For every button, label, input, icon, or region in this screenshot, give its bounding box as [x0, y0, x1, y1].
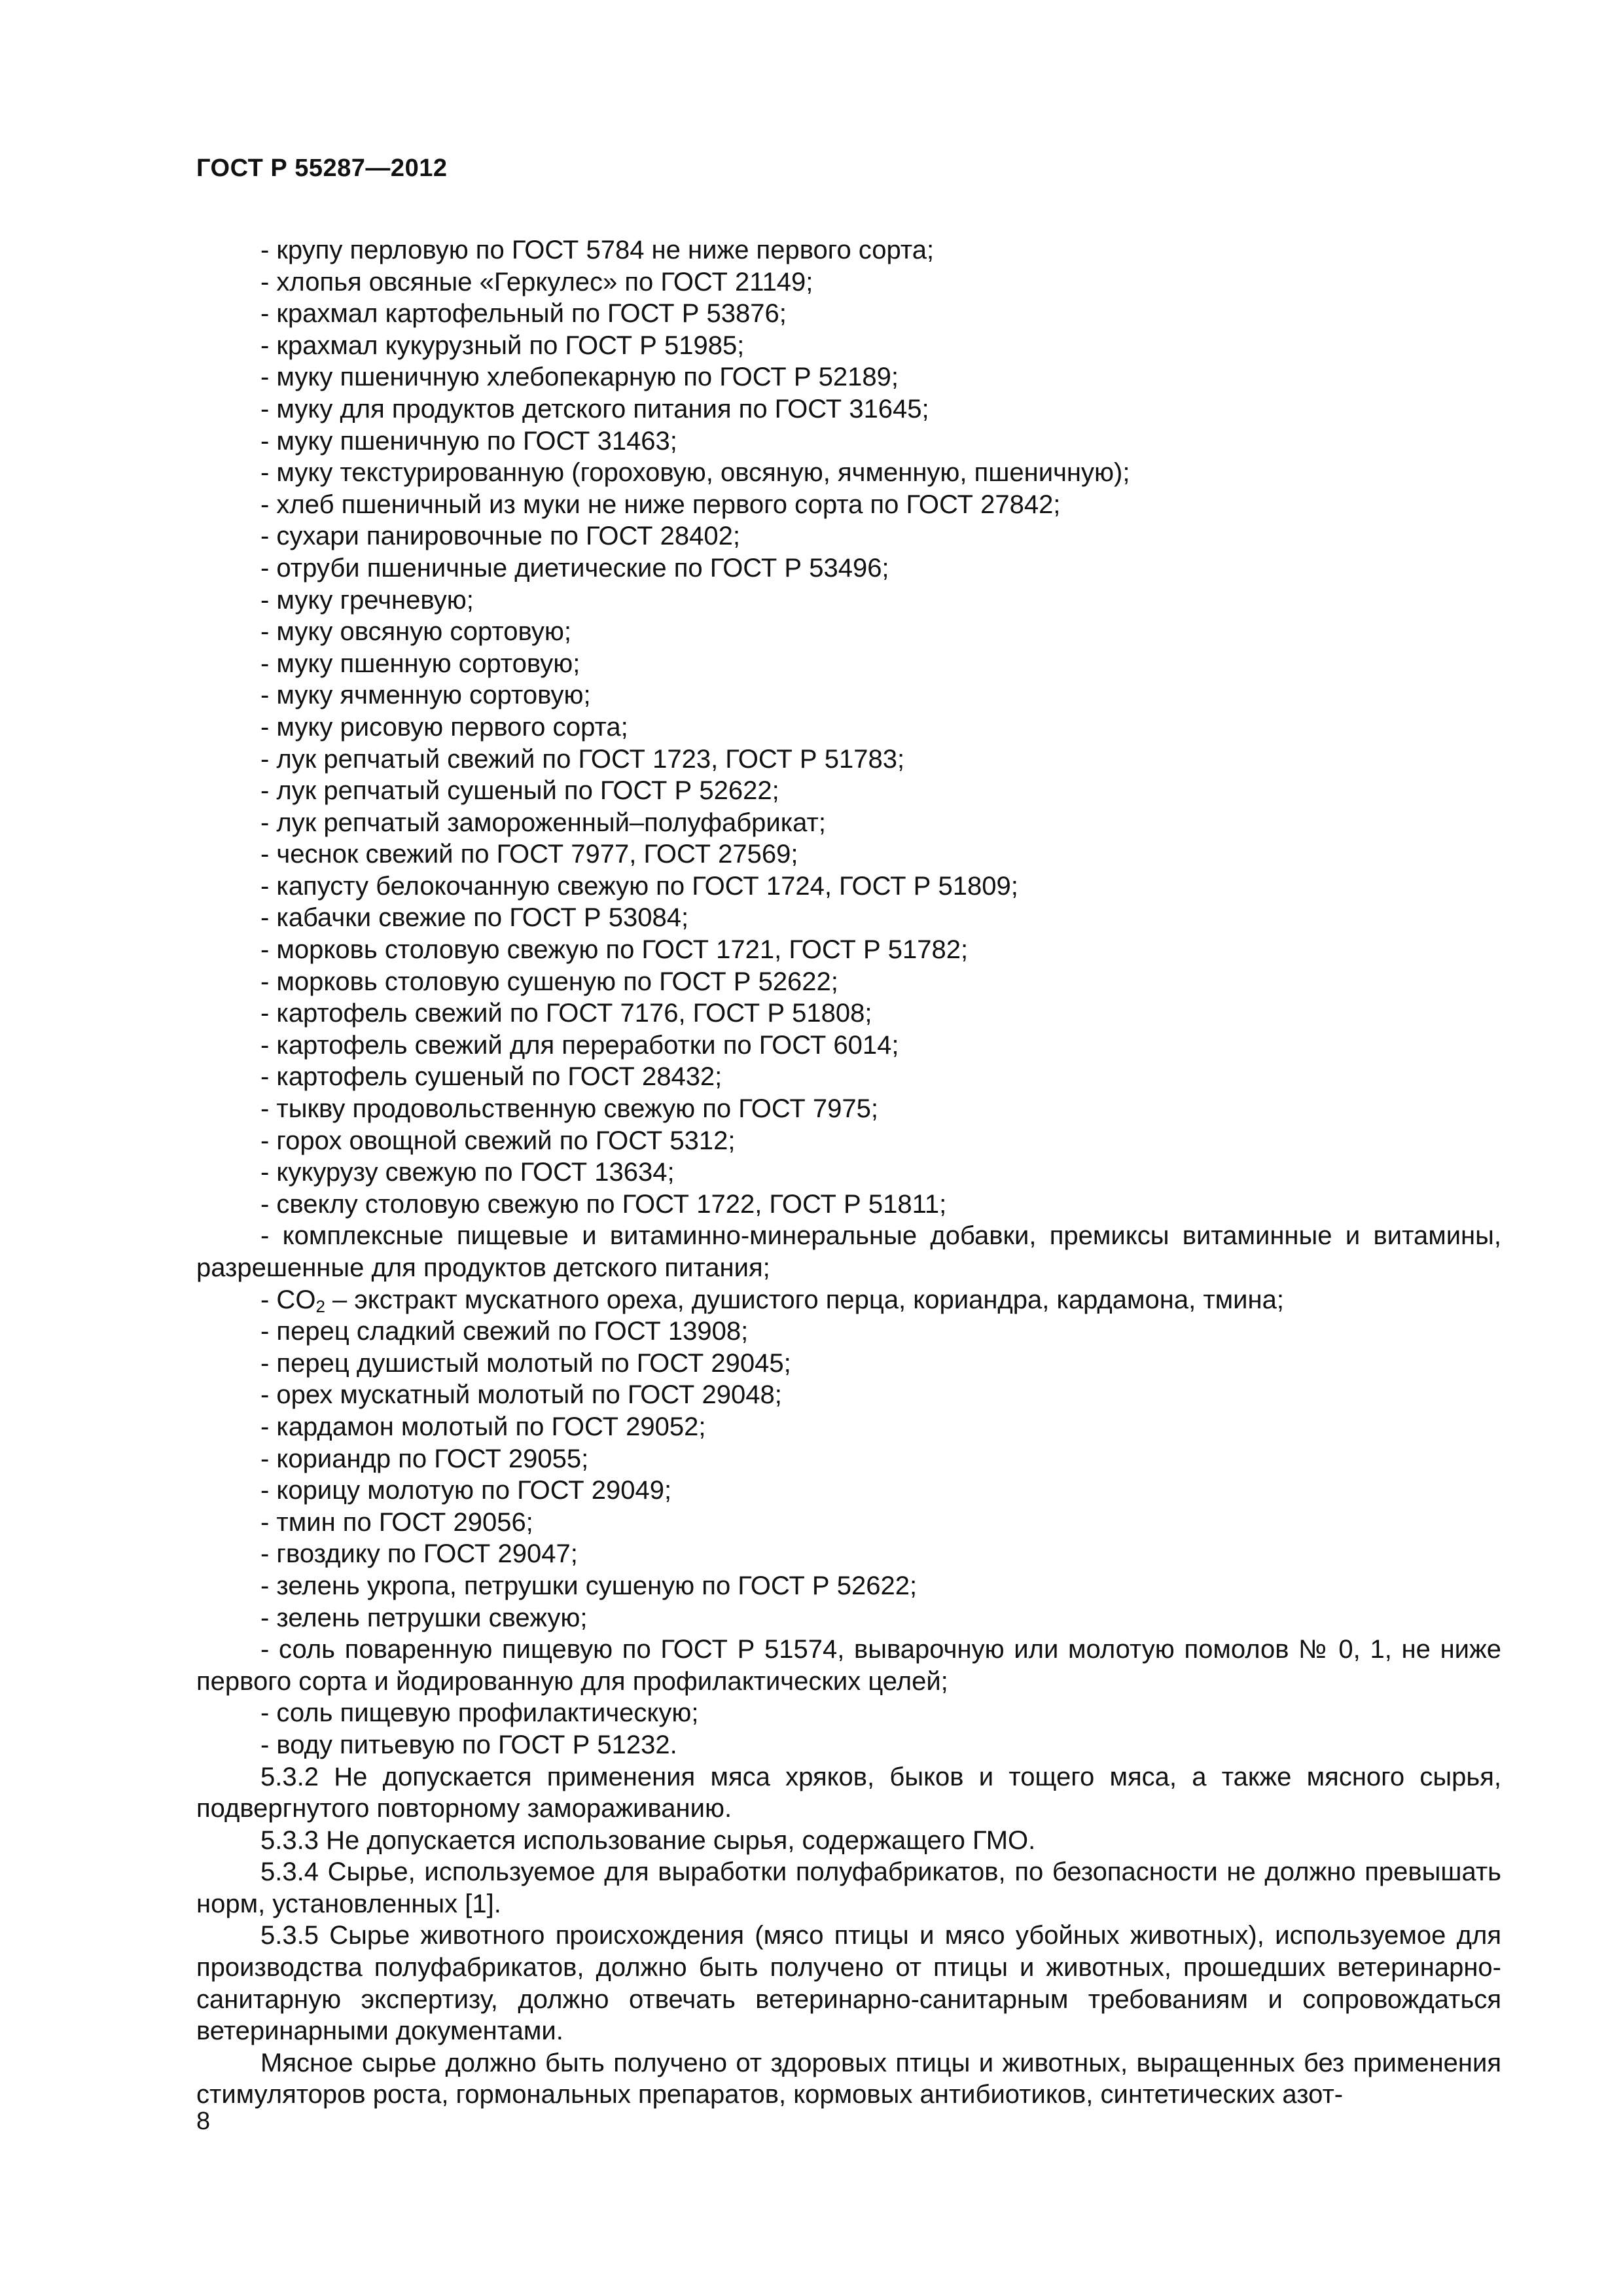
list-item: - муку рисовую первого сорта; — [260, 712, 628, 742]
list-item: - кукурузу свежую по ГОСТ 13634; — [260, 1158, 675, 1187]
co2-extract-item — [196, 1284, 1501, 1316]
list-item: - крупу перловую по ГОСТ 5784 не ниже первого сорта; — [260, 236, 935, 264]
list-item: - перец сладкий свежий по ГОСТ 13908; — [260, 1317, 749, 1346]
clause-5-3-5: 5.3.5 Сырье животного происхождения (мясо птицы и мясо убойных животных), используемое для производства полуфабрикатов, должно быть получено от птицы и животных, прошедших ветеринарно-санитарную экспертизу, должно отвечать ветеринарно-санитарным требованиям и сопровождаться ветеринарными документами. — [196, 1921, 1501, 2046]
list-item: - перец душистый молотый по ГОСТ 29045; — [260, 1348, 791, 1378]
clause-5-3-3: 5.3.3 Не допускается использование сырья, содержащего ГМО. — [260, 1825, 1036, 1855]
list-item: - крахмал кукурузный по ГОСТ Р 51985; — [260, 331, 745, 360]
meat-raw-material-paragraph: Мясное сырье должно быть получено от здоровых птицы и животных, выращенных без применения стимуляторов роста, гормональных препаратов, кормовых антибиотиков, синтетических азот- — [196, 2048, 1501, 2109]
list-item: - морковь столовую свежую по ГОСТ 1721, ГОСТ Р 51782; — [260, 935, 969, 965]
spices-list — [196, 1316, 1501, 1634]
list-item: - хлопья овсяные «Геркулес» по ГОСТ 21149; — [260, 267, 813, 296]
clause-5-3-4: 5.3.4 Сырье, используемое для выработки полуфабрикатов, по безопасности не должно превышать норм, установленных [1]. — [196, 1857, 1501, 1918]
list-item: - картофель свежий по ГОСТ 7176, ГОСТ Р 51808; — [260, 999, 872, 1028]
list-item: - соль пищевую профилактическую; — [260, 1698, 699, 1728]
page-number: 8 — [196, 2108, 211, 2135]
list-item: - картофель свежий для переработки по ГОСТ 6014; — [260, 1030, 899, 1060]
ingredients-list — [196, 234, 1501, 1220]
list-item: - отруби пшеничные диетические по ГОСТ Р 53496; — [260, 553, 889, 583]
list-item: - кориандр по ГОСТ 29055; — [260, 1444, 589, 1473]
list-item: - кабачки свежие по ГОСТ Р 53084; — [260, 903, 689, 933]
co2-prefix: - CO — [260, 1285, 316, 1314]
list-item: - муку пшеничную по ГОСТ 31463; — [260, 426, 677, 456]
list-item: - муку пшенную сортовую; — [260, 649, 580, 678]
list-item: - корицу молотую по ГОСТ 29049; — [260, 1476, 672, 1505]
list-item: - муку ячменную сортовую; — [260, 681, 591, 710]
list-item: - картофель сушеный по ГОСТ 28432; — [260, 1062, 722, 1092]
list-item: - лук репчатый сушеный по ГОСТ Р 52622; — [260, 776, 779, 806]
document-body — [196, 234, 1501, 2111]
list-item: - чеснок свежий по ГОСТ 7977, ГОСТ 27569; — [260, 840, 798, 869]
clause-5-3-2: 5.3.2 Не допускается применения мяса хряков, быков и тощего мяса, а также мясного сырья, подвергнутого повторному замораживанию. — [196, 1762, 1501, 1823]
list-item: - зелень петрушки свежую; — [260, 1603, 588, 1632]
additives-paragraph: - комплексные пищевые и витаминно-минеральные добавки, премиксы витаминные и витамины, разрешенные для продуктов детского питания; — [196, 1221, 1501, 1282]
list-item: - тыкву продовольственную свежую по ГОСТ 7975; — [260, 1094, 879, 1124]
list-item: - лук репчатый замороженный–полуфабрикат; — [260, 808, 826, 837]
list-item: - горох овощной свежий по ГОСТ 5312; — [260, 1126, 736, 1155]
list-item: - кардамон молотый по ГОСТ 29052; — [260, 1412, 706, 1441]
list-item: - муку пшеничную хлебопекарную по ГОСТ Р 52189; — [260, 363, 899, 392]
salt-paragraph: - соль поваренную пищевую по ГОСТ Р 51574, выварочную или молотую помолов № 0, 1, не ниже первого сорта и йодированную для профилактических целей; — [196, 1635, 1501, 1696]
list-item: - лук репчатый свежий по ГОСТ 1723, ГОСТ Р 51783; — [260, 744, 905, 774]
list-item: - гвоздику по ГОСТ 29047; — [260, 1539, 578, 1569]
list-item: - крахмал картофельный по ГОСТ Р 53876; — [260, 299, 787, 329]
co2-subscript: 2 — [315, 1296, 325, 1316]
list-item: - сухари панировочные по ГОСТ 28402; — [260, 522, 740, 551]
list-item: - муку для продуктов детского питания по ГОСТ 31645; — [260, 394, 929, 423]
co2-rest: – экстракт мускатного ореха, душистого перца, кориандра, кардамона, тмина; — [325, 1285, 1284, 1314]
list-item: - муку овсяную сортовую; — [260, 617, 572, 647]
page-header: ГОСТ Р 55287—2012 — [196, 154, 448, 182]
list-item: - воду питьевую по ГОСТ Р 51232. — [260, 1730, 677, 1759]
list-item: - муку текстурированную (гороховую, овсяную, ячменную, пшеничную); — [260, 458, 1130, 488]
list-item: - капусту белокочанную свежую по ГОСТ 1724, ГОСТ Р 51809; — [260, 871, 1018, 901]
list-item: - зелень укропа, петрушки сушеную по ГОСТ Р 52622; — [260, 1571, 918, 1600]
list-item: - муку гречневую; — [260, 585, 474, 615]
list-item: - тмин по ГОСТ 29056; — [260, 1507, 533, 1537]
list-item: - орех мускатный молотый по ГОСТ 29048; — [260, 1380, 782, 1410]
list-item: - хлеб пшеничный из муки не ниже первого сорта по ГОСТ 27842; — [260, 490, 1061, 519]
list-item: - свеклу столовую свежую по ГОСТ 1722, ГОСТ Р 51811; — [260, 1189, 947, 1219]
list-item: - морковь столовую сушеную по ГОСТ Р 52622; — [260, 967, 838, 996]
